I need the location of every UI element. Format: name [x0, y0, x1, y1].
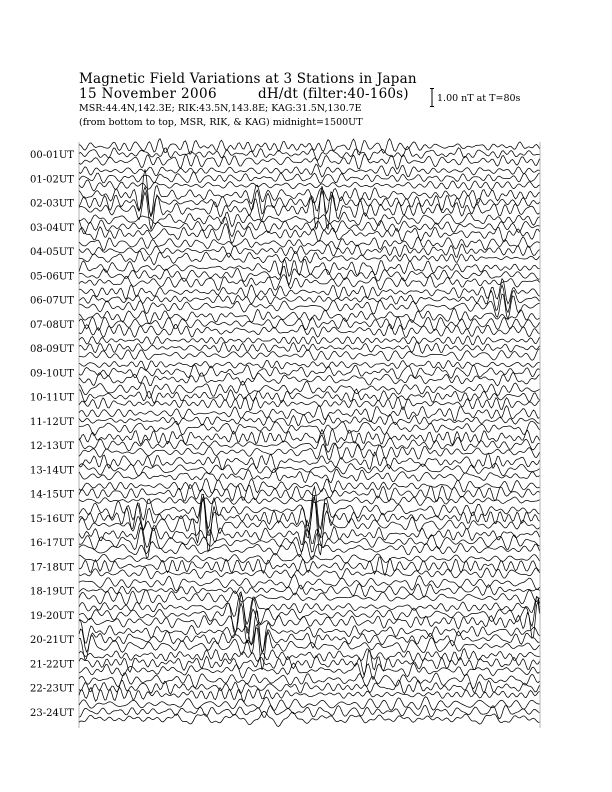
- hour-label: 18-19UT: [30, 586, 74, 598]
- hour-label: 06-07UT: [30, 295, 74, 307]
- hour-label: 05-06UT: [30, 271, 74, 283]
- trace-msr: [79, 360, 540, 370]
- hour-label: 16-17UT: [30, 538, 74, 549]
- trace-kag: [79, 251, 540, 265]
- trace-kag: [79, 180, 540, 191]
- trace-msr: [79, 308, 540, 324]
- trace-kag: [79, 567, 540, 579]
- hour-label: 07-08UT: [30, 319, 74, 331]
- trace-rik: [79, 317, 540, 330]
- hour-label: 03-04UT: [30, 222, 74, 234]
- trace-msr: [79, 336, 540, 345]
- trace-rik: [79, 172, 540, 183]
- chart-title: Magnetic Field Variations at 3 Stations in Japan: [79, 71, 417, 87]
- station-coordinates: MSR:44.4N,142.3E; RIK:43.5N,143.8E; KAG:31.5N,130.7E: [79, 103, 362, 114]
- trace-kag: [79, 275, 540, 291]
- scale-label: 1.00 nT at T=80s: [437, 93, 521, 104]
- hour-label: 20-21UT: [30, 635, 74, 646]
- trace-msr: [79, 649, 540, 662]
- hour-label: 22-23UT: [30, 683, 74, 695]
- hour-label: 08-09UT: [30, 344, 74, 355]
- trace-kag: [79, 590, 540, 605]
- trace-kag: [79, 469, 540, 483]
- trace-kag: [79, 154, 540, 169]
- trace-msr: [79, 237, 540, 250]
- hour-label: 13-14UT: [30, 465, 74, 477]
- hour-label: 23-24UT: [30, 707, 74, 719]
- trace-kag: [79, 397, 540, 411]
- trace-msr: [79, 259, 540, 276]
- trace-msr: [79, 381, 540, 398]
- hour-label: 21-22UT: [30, 659, 74, 671]
- trace-msr: [79, 212, 540, 227]
- trace-msr: [79, 575, 540, 591]
- trace-rik: [79, 435, 540, 452]
- hour-label: 12-13UT: [30, 441, 74, 452]
- trace-kag: [79, 349, 540, 361]
- hour-label: 00-01UT: [30, 150, 74, 161]
- trace-kag: [79, 421, 540, 435]
- trace-msr: [79, 164, 540, 177]
- hour-label: 19-20UT: [30, 610, 74, 622]
- trace-rik: [79, 415, 540, 426]
- trace-kag: [79, 443, 540, 460]
- hour-label: 01-02UT: [30, 174, 74, 186]
- trace-msr: [79, 429, 540, 445]
- chart-quantity: dH/dt (filter:40-160s): [258, 86, 409, 102]
- hour-label: 11-12UT: [30, 416, 74, 428]
- hour-label: 02-03UT: [30, 198, 74, 210]
- trace-kag: [79, 628, 540, 670]
- trace-msr: [79, 405, 540, 421]
- trace-rik: [79, 146, 540, 160]
- trace-msr: [79, 611, 540, 653]
- trace-msr: [79, 279, 540, 304]
- hour-label: 15-16UT: [30, 513, 74, 525]
- chart-date: 15 November 2006: [79, 86, 217, 102]
- hour-label: 14-15UT: [30, 489, 74, 501]
- trace-rik: [79, 484, 540, 501]
- hour-label: 10-11UT: [30, 392, 74, 404]
- trace-rik: [79, 285, 540, 312]
- hour-label: 09-10UT: [30, 368, 74, 380]
- hour-label: 17-18UT: [30, 562, 74, 574]
- station-order-note: (from bottom to top, MSR, RIK, & KAG) midnight=1500UT: [79, 117, 363, 128]
- hour-label: 04-05UT: [30, 247, 74, 258]
